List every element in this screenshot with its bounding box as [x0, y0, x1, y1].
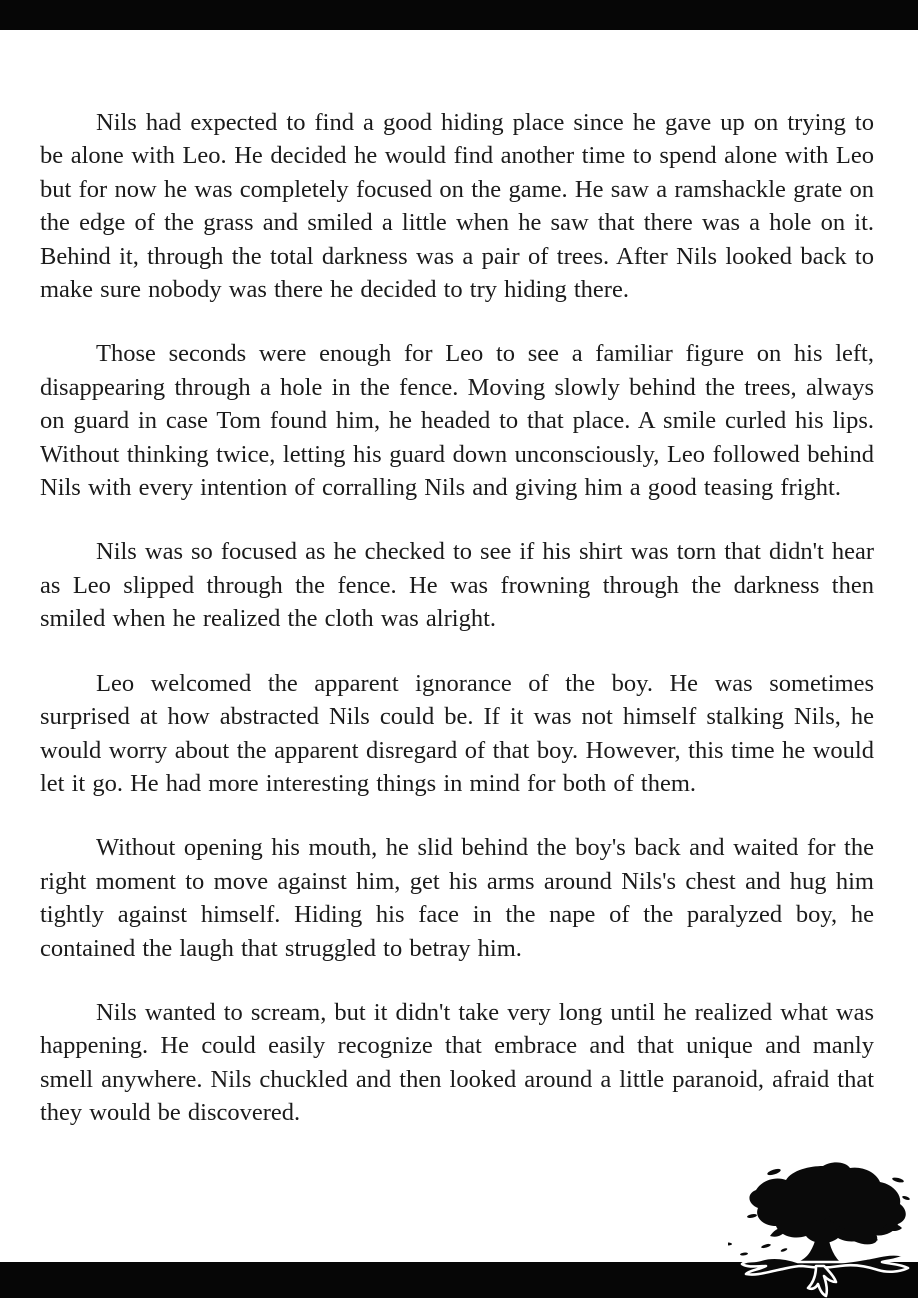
paragraph: Nils had expected to find a good hiding place since he gave up on trying to be alone with Leo. He decided he would find another time to spend alone with Leo but for now he was completely focused on the game. He saw a ramshackle grate on the edge of the grass and smiled a little when he saw that there was a hole on it. Behind it, through the total darkness was a pair of trees. After Nils looked back to make sure nobody was there he decided to try hiding there.	[40, 109, 874, 304]
windswept-tree-logo	[728, 1158, 918, 1298]
top-black-band	[0, 0, 918, 30]
page-text	[40, 30, 874, 1161]
paragraph: Nils wanted to scream, but it didn't take very long until he realized what was happening. He could easily recognize that embrace and that unique and manly smell anywhere. Nils chuckled and then looked around a little paranoid, afraid that they would be discovered.	[40, 998, 874, 1127]
paragraph: Without opening his mouth, he slid behind the boy's back and waited for the right moment to move against him, get his arms around Nils's chest and hug him tightly against himself. Hiding his face in the nape of the paralyzed boy, he contained the laugh that struggled to betray him.	[40, 834, 874, 962]
paragraph: Nils was so focused as he checked to see if his shirt was torn that didn't hear as Leo slipped through the fence. He was frowning through the darkness then smiled when he realized the cloth was alright.	[40, 538, 874, 633]
paragraph: Those seconds were enough for Leo to see a familiar figure on his left, disappearing through a hole in the fence. Moving slowly behind the trees, always on guard in case Tom found him, he headed to that place. A smile curled his lips. Without thinking twice, letting his guard down unconsciously, Leo followed behind Nils with every intention of corralling Nils and giving him a good teasing fright.	[40, 340, 874, 502]
paragraph: Leo welcomed the apparent ignorance of the boy. He was sometimes surprised at how abstracted Nils could be. If it was not himself stalking Nils, he would worry about the apparent disregard of that boy. However, this time he would let it go. He had more interesting things in mind for both of them.	[40, 669, 874, 797]
